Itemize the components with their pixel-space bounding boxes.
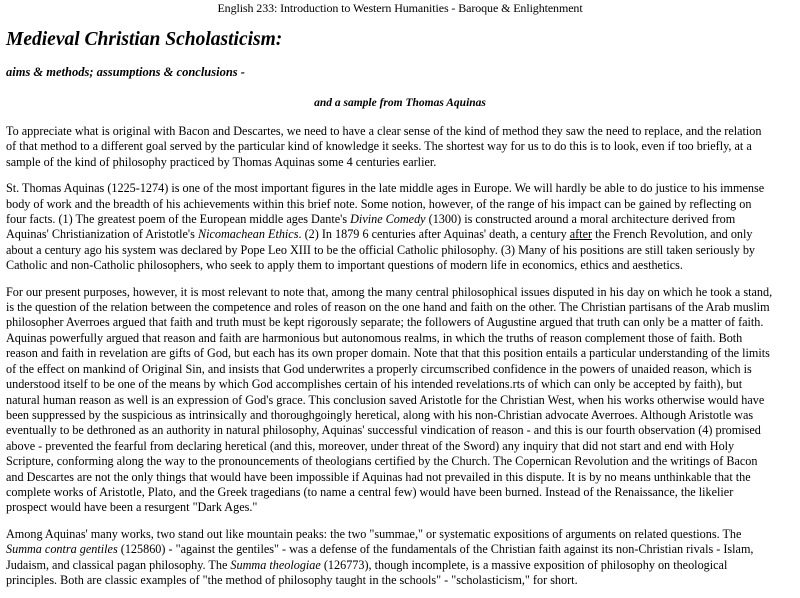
text-run: . (2) In 1879 6 centuries after Aquinas' death, a century [298, 227, 570, 242]
text-run: To appreciate what is original with Bacon and Descartes, we need to have a clear sense of the kind of method they saw the need to replace, and the relation [6, 124, 762, 138]
text-run: the French Revolution, and only [592, 227, 753, 242]
text-run: is the question of the relation between the competence and roles of reason on the one hand and faith on the other. The Christian partisans of the Arab muslim [6, 300, 770, 315]
text-line [6, 155, 794, 170]
course-title: English 233: Introduction to Western Humanities - Baroque & Enlightenment [217, 1, 583, 15]
document-subtitle: aims & methods; assumptions & conclusions - [6, 65, 245, 79]
text-line [6, 393, 794, 408]
text-run: (125860) - "against the gentiles" - was a defense of the fundamentals of the Christian faith against its non-Christian rivals - Islam, [117, 542, 754, 557]
text-run: four facts. (1) The greatest poem of the European middle ages Dante's [6, 212, 351, 227]
text-line [6, 331, 794, 346]
text-line [6, 139, 794, 154]
sample-heading: and a sample from Thomas Aquinas [314, 97, 486, 109]
text-line [6, 362, 794, 377]
text-line [6, 558, 794, 573]
text-run: philosopher Averroes argued that faith and truth must be kept rigorously separate; the followers of Augustine argued that truth can only be a matter of faith. [6, 315, 764, 330]
text-line [6, 454, 794, 469]
text-run: Aquinas powerfully argued that reason and faith are harmonious but autonomous realms, in which the truths of reason complement those of faith. Both [6, 330, 743, 345]
italic-title: Summa theologiae [230, 557, 321, 572]
text-line [6, 408, 794, 423]
text-run: eventually to be dethroned as an authority in natural philosophy, Aquinas' successful vindication of reason - and this is our fourth observation (4) promised [6, 423, 761, 438]
text-line [6, 377, 794, 392]
text-run: St. Thomas Aquinas (1225-1274) is one of the most important figures in the late middle ages in Europe. We will hardly be able to do justice to his immense [6, 181, 765, 196]
text-run: been suppressed by the suspicious as intrinsically and thoroughgoingly heretical, along with his non-Christian advocate Averroes. Although Aristotle was [6, 407, 754, 422]
text-line [6, 181, 794, 196]
paragraph-summae [6, 527, 794, 589]
text-run: prospect would have been a resurgent "Dark Ages." [6, 500, 258, 515]
text-run: Catholic and non-Catholic philosophers, who seek to apply them to important questions of modern life in economics, ethics and aesthetics. [6, 258, 683, 273]
paragraph-introduction [6, 124, 794, 170]
text-line [6, 315, 794, 330]
text-line [6, 243, 794, 258]
text-run: complete works of Aristotle, Plato, and the Greek tragedians (to name a central few) would have been burned. Instead of the Renaissance, the likelier [6, 484, 734, 499]
text-line [6, 439, 794, 454]
text-line [6, 527, 794, 542]
text-line [6, 227, 794, 242]
text-run: natural human reason as well is an expression of God's grace. This conclusion saved Aristotle for the Christian West, when his works otherwise would have [6, 392, 765, 407]
text-line [6, 470, 794, 485]
text-run: about a century ago his system was declared by Pope Leo XIII to be the official Catholic philosophy. (3) Many of his positions are still taken seriously by [6, 242, 756, 257]
text-run: Among Aquinas' many works, two stand out like mountain peaks: the two "summae," or systematic expositions of arguments on related questions. The [6, 526, 742, 541]
text-run: Aquinas' Christianization of Aristotle's [6, 227, 198, 242]
italic-title: Divine Comedy [350, 212, 426, 227]
text-line [6, 346, 794, 361]
text-line [6, 197, 794, 212]
text-run: sample of the kind of philosophy practiced by Thomas Aquinas some 4 centuries earlier. [6, 154, 437, 169]
text-run: above - prevented the fearful from declaring heretical (and this, moreover, under threat of the Sword) any inquiry that did not start and end with Holy [6, 438, 735, 453]
paragraph-aquinas-facts [6, 181, 794, 273]
text-line [6, 285, 794, 300]
text-line [6, 573, 794, 588]
text-line [6, 212, 794, 227]
text-line [6, 423, 794, 438]
text-line [6, 258, 794, 273]
text-line [6, 542, 794, 557]
document-title: Medieval Christian Scholasticism: [6, 29, 283, 50]
italic-title: Nicomachean Ethics [197, 227, 299, 242]
text-run: of that method to a different goal served by the particular kind of knowledge it seeks. The shortest way for us to do this is to look, even if too briefly, at a [6, 139, 752, 154]
text-run: (1300) is constructed around a moral architecture derived from [425, 212, 736, 227]
underlined-text: after [569, 227, 593, 242]
italic-title: Summa contra gentiles [6, 542, 118, 557]
text-line [6, 300, 794, 315]
text-run: of the effect on mankind of Original Sin, and insists that God underwrites a properly circumscribed confidence in the powers of unaided reason, which is [6, 361, 752, 376]
text-line [6, 124, 794, 139]
text-run: and Descartes are not the only things that would have been impossible if Aquinas had not prevailed in this dispute. It is by no means unthinkable that the [6, 469, 751, 484]
text-run: For our present purposes, however, it is most relevant to note that, among the many central philosophical issues disputed in his day on which he took a stand, [6, 284, 773, 299]
text-run: body of work and the breadth of his achievements within this brief note. Some notion, however, of the range of his impact can be gained by reflecting on [6, 196, 752, 211]
paragraph-reason-and-faith [6, 285, 794, 516]
text-line [6, 500, 794, 515]
text-run: Judaism, and classical pagan philosophy. The [6, 557, 231, 572]
text-run: reason and faith in revelation are gifts of God, but each has its own proper domain. Note that that this position entails a particular understanding of the limits [6, 346, 770, 361]
text-run: understood itself to be one of the means by which God accomplishes certain of his intended revelations.rts of which can only be accepted by faith), but [6, 377, 743, 392]
text-run: principles. Both are classic examples of "the method of philosophy taught in the schools" - "scholasticism," for short. [6, 572, 578, 587]
text-run: Scripture, conforming along the way to the pronouncements of theologians certified by the Church. The Copernican Revolution and the writings of Bacon [6, 454, 758, 469]
text-run: (126773), though incomplete, is a massive exposition of philosophy on theological [320, 557, 728, 572]
text-line [6, 485, 794, 500]
